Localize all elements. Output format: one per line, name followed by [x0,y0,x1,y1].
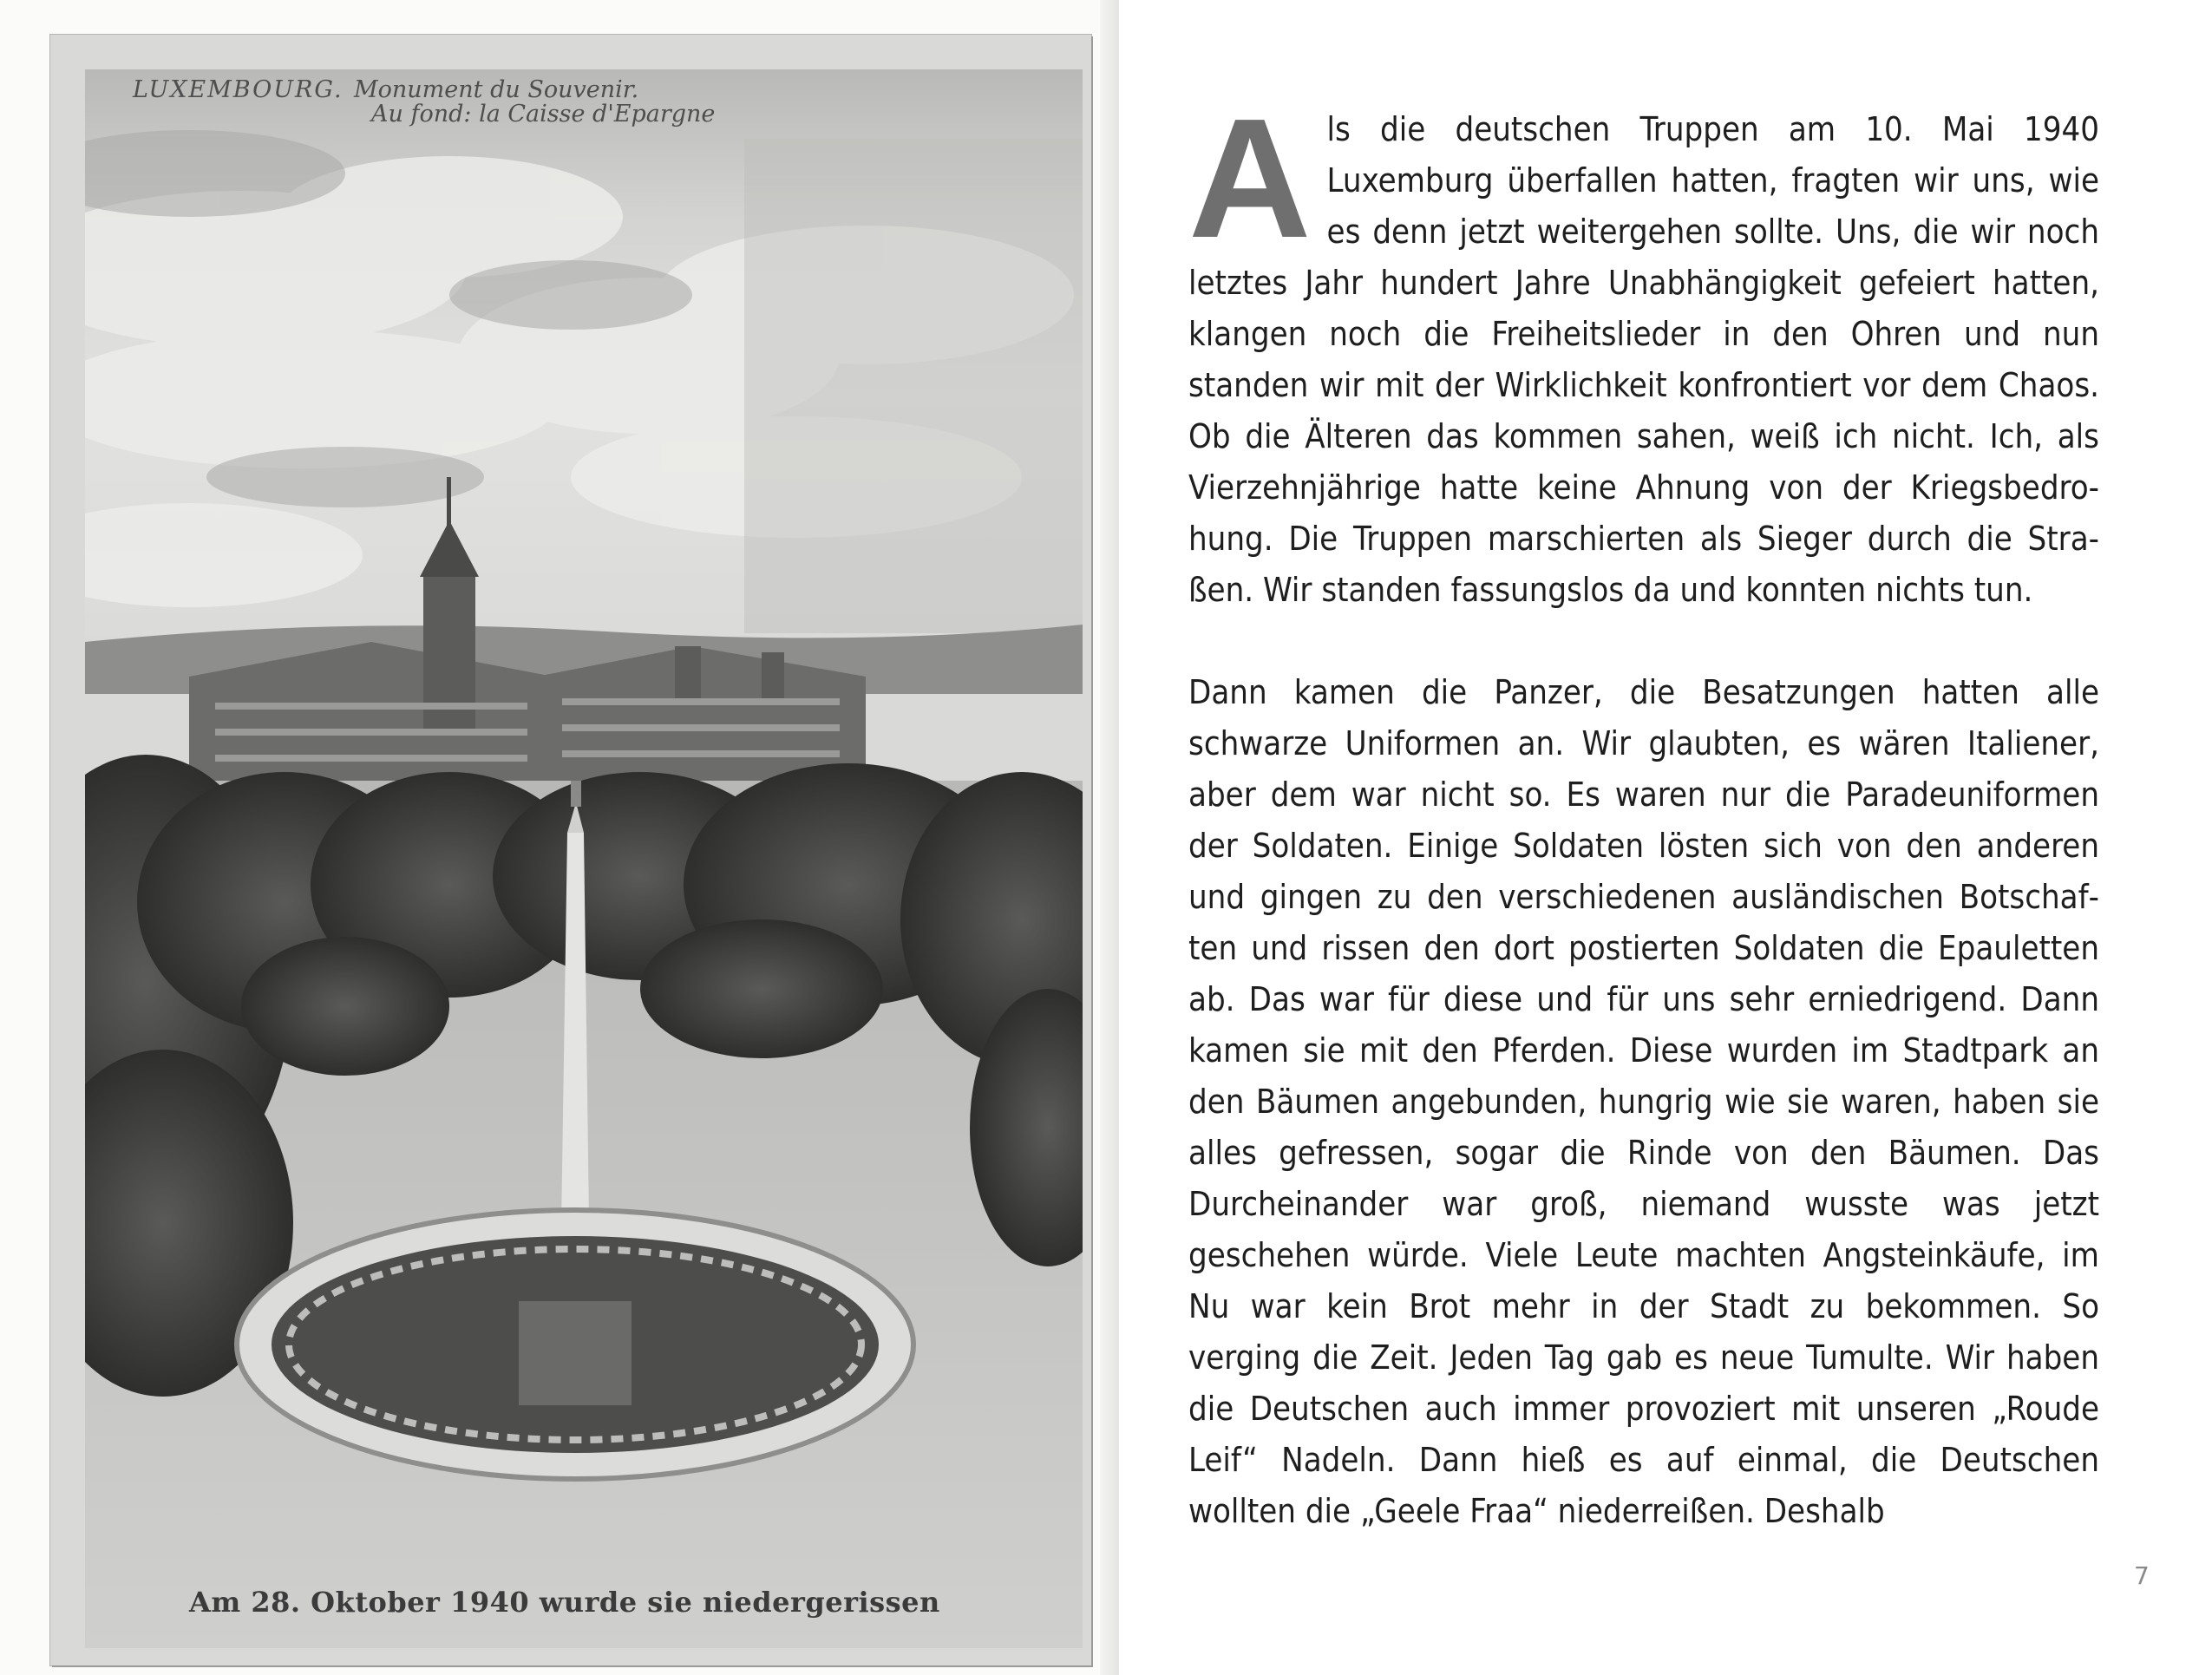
overlay-rect [744,139,1083,633]
paragraph-1 [1188,83,2099,616]
drop-cap: A [1188,83,1312,273]
postcard-city: LUXEMBOURG. [133,76,344,103]
paragraph-2: Dann kamen die Panzer, die Besatzungen hatten alle schwarze Uniformen an. Wir glaubten, es wären Italiener, aber dem war nicht so. Es waren nur die Paradeuniformen der Soldaten. Einige Soldaten lösten sich von den anderen und gingen zu den verschiedenen ausländischen Botschaften und rissen den dort postierten Soldaten die Epauletten ab. Das war für diese und für uns sehr erniedrigend. Dann kamen sie mit den Pferden. Diese wurden im Stadtpark an den Bäumen angebunden, hungrig wie sie waren, haben sie alles gefressen, sogar die Rinde von den Bäumen. Das Durcheinander war groß, niemand wusste was jetzt geschehen würde. Viele Leute machten Angsteinkäufe, im Nu war kein Brot mehr in der Stadt zu bekommen. So verging die Zeit. Jeden Tag gab es neue Tumulte. Wir haben die Deutschen auch immer provoziert mit unseren „Roude Leif“ Nadeln. Dann hieß es auf einmal, die Deutschen wollten die „Geele Fraa“ niederreißen. Deshalb [1188,673,2099,1530]
paragraph-1-text: ls die deutschen Truppen am 10. Mai 1940 Luxemburg überfallen hatten, fragten wir uns, wie es denn jetzt weitergehen sollte. Uns, die wir noch letztes Jahr hundert Jahre Unabhängigkeit gefeiert hatten, klangen noch die Freiheitslieder in den Ohren und nun standen wir mit der Wirklichkeit konfrontiert vor dem Chaos. Ob die Älteren das kommen sahen, weiß ich nicht. Ich, als Vierzehnjährige hatte keine Ahnung von der Kriegsbedrohung. Die Truppen marschierten als Sieger durch die Straßen. Wir standen fassungslos da und konnten nichts tun. [1188,110,2099,609]
postcard [50,35,1091,1665]
text-block [1188,83,2099,1537]
right-page [1119,0,2212,1675]
postcard-caption: Am 28. Oktober 1940 wurde sie niedergerissen [189,1586,940,1619]
page-gutter [1100,0,1119,1675]
postcard-subtitle: Au fond: la Caisse d'Epargne [371,101,716,128]
monument-base [519,1301,632,1405]
page-number: 7 [2134,1561,2150,1590]
monument-photo [85,69,1083,1648]
postcard-title: Monument du Souvenir. [354,76,639,103]
